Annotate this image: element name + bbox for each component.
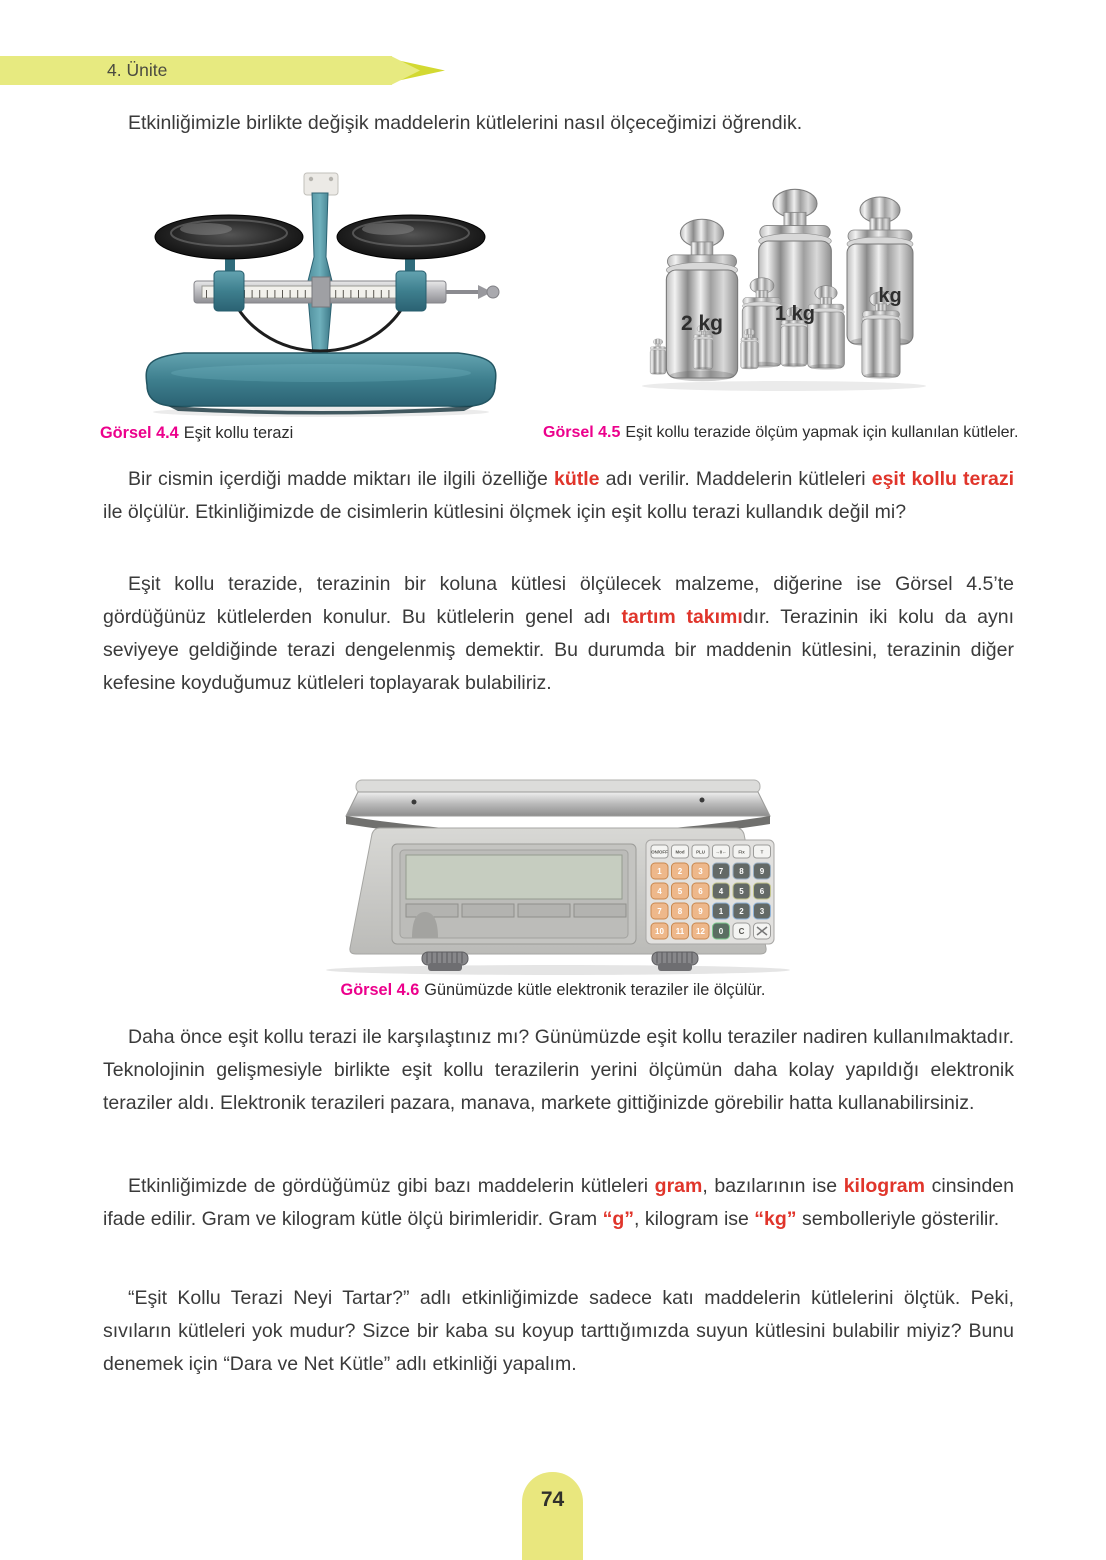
svg-text:Fix: Fix — [738, 849, 745, 855]
caption-text: Eşit kollu terazi — [183, 424, 294, 442]
svg-text:C: C — [738, 927, 745, 936]
weight-label-kg: kg — [878, 285, 902, 307]
page-number: 74 — [540, 1488, 565, 1511]
page-number-tab — [522, 1472, 583, 1560]
body-paragraph: Eşit kollu terazide, terazinin bir koluna kütlesi ölçülecek malzeme, diğerine ise Görsel 4.5’te gördüğünüz kütlelerden konulur. Bu kütlelerin genel adı tartım takımıdır. Terazinin iki kolu da aynı seviyeye geldiğinde terazi dengelenmiş demektir. Bu durumda bir maddenin kütlesini, terazinin diğer kefesine koyduğumuz kütleleri toplayarak bulabiliriz. — [103, 573, 1015, 694]
body-paragraph: “Eşit Kollu Terazi Neyi Tartar?” adlı etkinliğimizde sadece katı maddelerin kütlelerini ölçtük. Peki, sıvıların kütleleri yok mudur? Sizce bir kaba su koyup tarttığımızda suyun kütlesini bulabilir miyiz? Bunu denemek için “Dara ve Net Kütle” adlı etkinliği yapalım. — [103, 1287, 1014, 1375]
scale-foot-left — [422, 952, 468, 971]
lcd-display — [406, 855, 622, 899]
dark-number-keys — [713, 863, 771, 919]
header-arrow-icon — [0, 56, 460, 85]
bottom-keys — [713, 923, 771, 939]
svg-text:10: 10 — [655, 927, 664, 936]
svg-text:6: 6 — [698, 887, 703, 896]
svg-text:2: 2 — [739, 907, 744, 916]
balance-scale-image — [126, 165, 514, 418]
calibration-weights-image — [636, 178, 932, 394]
caption-label: Görsel 4.4 — [100, 424, 179, 442]
svg-text:T: T — [760, 849, 764, 855]
scale-foot-right — [652, 952, 698, 971]
unit-label: 4. Ünite — [107, 60, 168, 80]
weight-label-1kg: 1 kg — [774, 303, 816, 325]
figure-caption-44 — [100, 424, 293, 443]
svg-text:2: 2 — [677, 867, 683, 876]
unit-header — [0, 56, 460, 85]
svg-text:4: 4 — [657, 887, 662, 896]
svg-text:4: 4 — [718, 887, 724, 896]
svg-text:0: 0 — [718, 927, 724, 936]
weight-label-2kg: 2 kg — [680, 312, 724, 335]
svg-text:1: 1 — [718, 907, 724, 916]
intro-paragraph: Etkinliğimizle birlikte değişik maddelerin kütlelerini nasıl ölçeceğimizi öğrendik. — [128, 112, 803, 134]
svg-text:PLU: PLU — [696, 849, 705, 855]
figure-caption-45 — [543, 424, 1018, 442]
svg-text:9: 9 — [698, 907, 703, 916]
svg-text:8: 8 — [739, 867, 744, 876]
svg-text:ON/OFF: ON/OFF — [651, 849, 668, 855]
svg-text:6: 6 — [759, 887, 765, 896]
svg-text:7: 7 — [718, 867, 724, 876]
body-paragraph: Daha önce eşit kollu terazi ile karşılaştınız mı? Günümüzde eşit kollu teraziler nadiren kullanılmaktadır. Teknolojinin gelişmesiyle birlikte eşit kollu terazilerin yerini ölçümün daha kolay yapıldığı elektronik teraziler aldı. Elektronik terazileri pazara, manava, markete gittiğinizde görebilir hatta kullanabilirsiniz. — [103, 1026, 1014, 1114]
svg-text:5: 5 — [739, 887, 744, 896]
electronic-scale-image — [294, 752, 822, 978]
caption-text: Eşit kollu terazide ölçüm yapmak için kullanılan kütleler. — [625, 424, 1019, 441]
body-paragraph: Bir cismin içerdiği madde miktarı ile ilgili özelliğe kütle adı verilir. Maddelerin kütleleri eşit kollu terazi ile ölçülür. Etkinliğimizde de cisimlerin kütlesini ölçmek için eşit kollu terazi kullandık değil mi? — [103, 468, 1014, 523]
caption-label: Görsel 4.5 — [543, 424, 621, 441]
svg-text:11: 11 — [675, 927, 685, 936]
svg-text:Mod: Mod — [675, 849, 685, 855]
svg-text:→0←: →0← — [715, 849, 727, 855]
svg-text:1: 1 — [657, 867, 662, 876]
svg-text:3: 3 — [759, 907, 765, 916]
svg-text:12: 12 — [696, 927, 705, 936]
caption-text: Günümüzde kütle elektronik teraziler ile ölçülür. — [424, 981, 766, 999]
svg-text:9: 9 — [759, 867, 765, 876]
svg-text:8: 8 — [677, 907, 683, 916]
svg-text:3: 3 — [698, 867, 703, 876]
figure-caption-46 — [0, 981, 1106, 1000]
body-paragraph: Etkinliğimizde de gördüğümüz gibi bazı maddelerin kütleleri gram, bazılarının ise kilogram cinsinden ifade edilir. Gram ve kilogram kütle ölçü birimleridir. Gram “g”, kilogram ise “kg” sembolleriyle gösterilir. — [103, 1175, 1014, 1230]
svg-text:5: 5 — [677, 887, 683, 896]
caption-label: Görsel 4.6 — [340, 981, 420, 999]
svg-text:7: 7 — [657, 907, 662, 916]
